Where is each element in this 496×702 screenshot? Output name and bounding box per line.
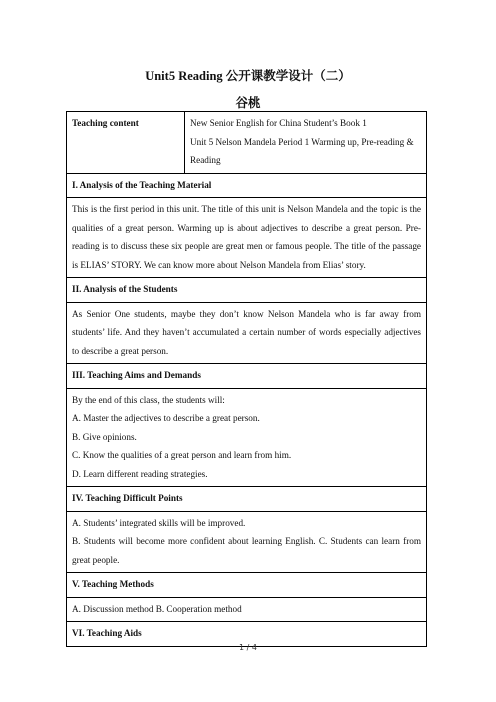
table-row <box>67 573 427 598</box>
table-row <box>67 112 427 174</box>
section-heading-aims: III. Teaching Aims and Demands <box>67 364 427 389</box>
table-row <box>67 388 427 487</box>
table-row <box>67 278 427 303</box>
author-name: 谷桃 <box>235 96 261 110</box>
lesson-plan-table <box>66 111 427 647</box>
section-body-difficult-points <box>67 511 427 573</box>
teaching-content-line: Unit 5 Nelson Mandela Period 1 Warming up, Pre-reading & Reading <box>190 136 414 165</box>
section-body-students: As Senior One students, maybe they don’t know Nelson Mandela who is far away from students’ life. And they haven’t accumulated a certain number of words especially adjectives to describe a great person. <box>67 302 427 364</box>
aims-line: A. Master the adjectives to describe a great person. <box>72 413 260 423</box>
section-heading-students: II. Analysis of the Students <box>67 278 427 303</box>
aims-line: B. Give opinions. <box>72 431 137 442</box>
table-row <box>67 487 427 512</box>
section-heading-material: I. Analysis of the Teaching Material <box>67 173 427 198</box>
table-row <box>67 364 427 389</box>
section-body-material: This is the first period in this unit. The title of this unit is Nelson Mandela and the topic is the qualities of a great person. Warming up is about adjectives to describe a great person. Pre-reading is to discuss these six people are great men or famous people. The title of the passage is ELIAS’ STORY. We can know more about Nelson Mandela from Elias’ story. <box>67 198 427 278</box>
section-body-aims <box>67 388 427 487</box>
teaching-content-value <box>185 112 427 174</box>
aims-line: C. Know the qualities of a great person and learn from him. <box>72 450 292 460</box>
table-row <box>67 173 427 198</box>
difficult-points-line: B. Students will become more confident about learning English. C. Students can learn from great people. <box>72 536 421 565</box>
teaching-content-line: New Senior English for China Student’s Book 1 <box>190 118 367 128</box>
difficult-points-line: A. Students’ integrated skills will be improved. <box>72 517 246 528</box>
page-number: 1 / 4 <box>239 643 257 652</box>
document-title: Unit5 Reading 公开课教学设计（二） <box>145 69 351 83</box>
aims-line: By the end of this class, the students will: <box>72 394 225 405</box>
teaching-content-label: Teaching content <box>67 112 185 174</box>
table-row <box>67 597 427 622</box>
table-row <box>67 511 427 573</box>
section-heading-methods: V. Teaching Methods <box>67 573 427 598</box>
table-row <box>67 302 427 364</box>
section-heading-difficult-points: IV. Teaching Difficult Points <box>67 487 427 512</box>
table-row <box>67 198 427 278</box>
section-body-methods <box>67 597 427 622</box>
section-heading-aids: VI. Teaching Aids <box>67 622 427 647</box>
methods-line: A. Discussion method B. Cooperation method <box>72 603 242 614</box>
aims-line: D. Learn different reading strategies. <box>72 468 208 479</box>
